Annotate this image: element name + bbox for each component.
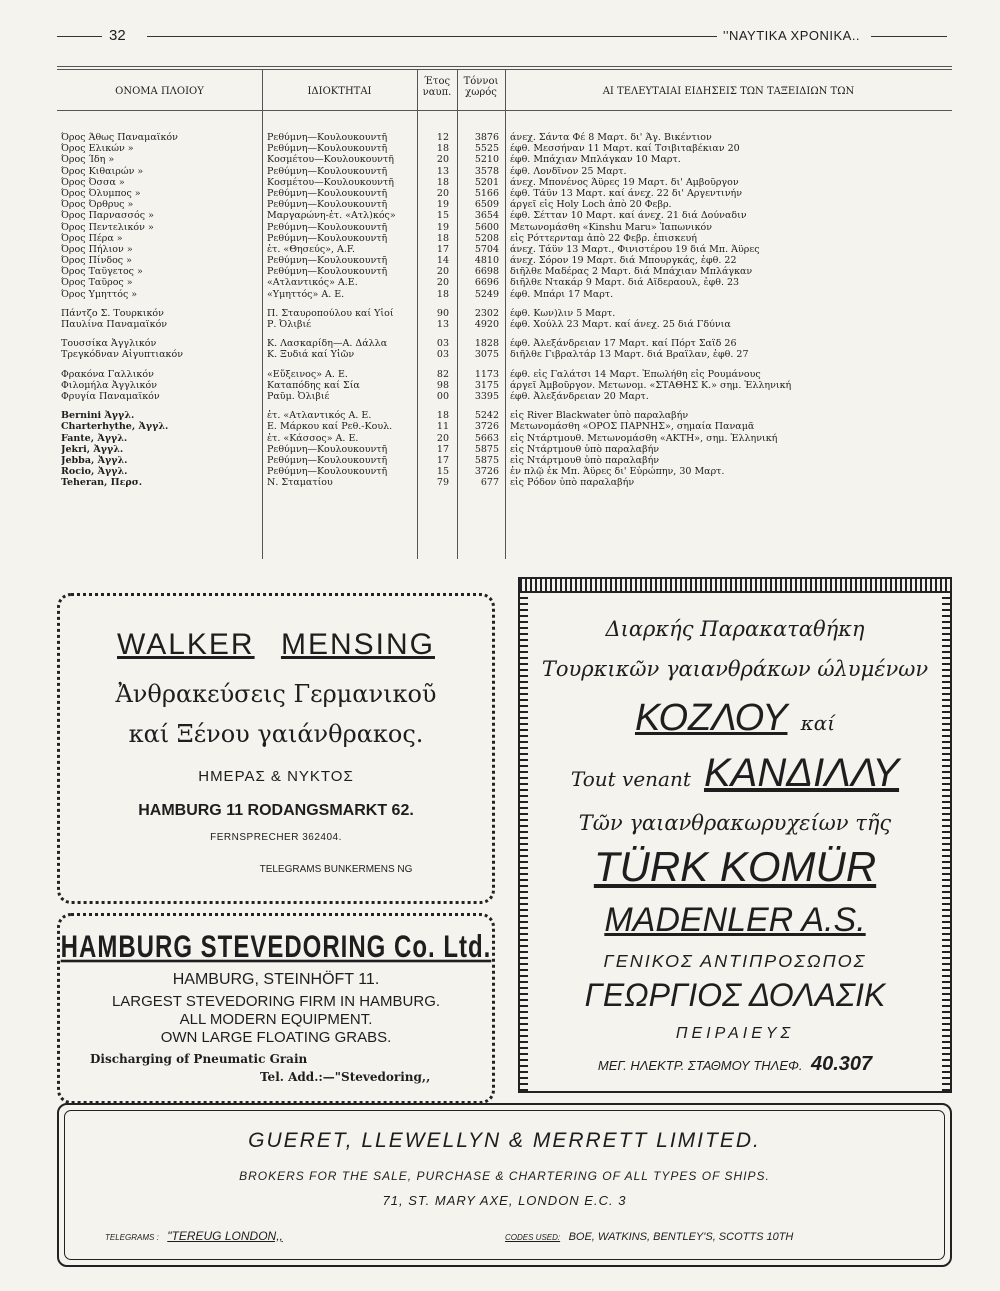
ship-news: εἰς River Blackwater ὑπὸ παραλαβήν (510, 410, 689, 422)
ship-news: άργεῖ εἰς Holy Loch ἀπὸ 20 Φεβρ. (510, 199, 672, 211)
kozlou-name-1: ΚΟΖΛΟΥ (634, 697, 788, 739)
ship-name: Φρακόνα Γαλλικόν (61, 368, 154, 380)
kozlou-company-2: MADENLER A.S. (604, 901, 866, 939)
kozlou-company-1: TÜRK KOMÜR (593, 843, 877, 890)
ship-name: Όρος Ταῦρος » (61, 277, 133, 289)
kozlou-tout: Tout venant (570, 767, 691, 791)
gueret-line-2: 71, ST. MARY AXE, LONDON E.C. 3 (382, 1193, 627, 1208)
walker-line-1: Ἀνθρακεύσεις Γερμανικοῦ (115, 680, 437, 708)
ship-tons: 6696 (474, 277, 499, 289)
ship-owner: Ρεθύμνη—Κουλουκουντῆ (267, 187, 388, 199)
row-gap (459, 330, 499, 338)
column-tons (459, 132, 499, 488)
ship-tons: 3075 (474, 349, 499, 361)
row-gap (419, 300, 449, 308)
header-rule (57, 36, 102, 37)
ship-year: 03 (436, 349, 449, 361)
ship-tons: 5166 (474, 187, 499, 199)
ship-name: Bernini Ἀγγλ. (61, 410, 135, 422)
stevedoring-line-1: LARGEST STEVEDORING FIRM IN HAMBURG. (111, 993, 441, 1010)
ship-tons: 3175 (474, 379, 499, 391)
ship-tons: 5210 (474, 154, 499, 166)
ship-tons: 5201 (474, 176, 499, 188)
ship-tons: 5249 (474, 288, 499, 300)
ship-owner: Ρεθύμνη—Κουλουκουντῆ (267, 221, 388, 233)
header-year-line1: Έτος (423, 76, 451, 87)
ship-tons: 677 (480, 477, 499, 489)
ship-news: έφθ. Ἀλεξάνδρειαν 20 Μαρτ. (510, 390, 649, 402)
ship-owner: Κ. Ξυδιά καί Υἱῶν (267, 349, 355, 361)
ship-owner: Κοσμέτου—Κουλουκουντῆ (267, 154, 394, 166)
walker-name-2: MENSING (280, 628, 435, 661)
ship-tons: 2302 (474, 307, 499, 319)
page-header (57, 24, 947, 48)
ship-news: έφθ. Μπάρι 17 Μαρτ. (510, 288, 614, 300)
ship-tons: 5525 (474, 143, 499, 155)
ship-tons: 3395 (474, 390, 499, 402)
ship-owner: Π. Σταυροπούλου καί Υἱοί (267, 307, 394, 319)
column-news (510, 132, 950, 488)
ship-name: Τρεγκόδναν Αἰγυπτιακόν (61, 349, 183, 361)
ship-owner: Κοσμέτου—Κουλουκουντῆ (267, 176, 394, 188)
ship-name: Rocio, Ἀγγλ. (61, 466, 128, 478)
ship-year: 14 (436, 255, 449, 267)
ship-owner: Ρεθύμνη—Κουλουκουντῆ (267, 232, 388, 244)
kozlou-kandilly-ad (518, 577, 952, 1093)
ship-news: άργεῖ Ἀμβοῦργον. Μετωνομ. «ΣΤΑΘΗΣ Κ.» σημ. Ἑλληνική (510, 379, 792, 391)
header-rule (871, 36, 947, 37)
ship-tons: 5704 (474, 243, 499, 255)
ship-tons: 4920 (474, 319, 499, 330)
row-gap (267, 300, 415, 308)
row-gap (459, 402, 499, 410)
row-gap (510, 330, 950, 338)
ship-tons: 5875 (474, 454, 499, 466)
ship-name: Φιλομήλα Ἀγγλικόν (61, 379, 157, 391)
row-gap (61, 361, 261, 369)
ship-tons: 3654 (474, 210, 499, 222)
ship-owner: Ρεθύμνη—Κουλουκουντῆ (267, 165, 388, 177)
ship-name: Όρος Ταΰγετος » (61, 266, 143, 278)
row-gap (267, 361, 415, 369)
ship-news: έφθ. Σέτταν 10 Μαρτ. καί άνεχ. 21 διά Δούναδιν (510, 210, 747, 222)
ship-year: 18 (436, 410, 449, 422)
walker-hours: ΗΜΕΡΑΣ & ΝΥΚΤΟΣ (198, 768, 354, 785)
ship-news: Μετωνομάσθη «ΟΡΟΣ ΠΑΡΝΗΣ», σημαία Παναμᾶ (510, 421, 755, 433)
header-tons-line1: Τόννοι (463, 76, 499, 87)
ship-name: Όρος Πίνδος » (61, 255, 132, 267)
kozlou-phone: 40.307 (810, 1053, 873, 1075)
ship-tons: 5875 (474, 443, 499, 455)
header-tons-line2: χωρός (465, 87, 497, 98)
gueret-telegrams-label: TELEGRAMS : (105, 1233, 159, 1242)
ship-name: Όρος Κιθαιρών » (61, 165, 144, 177)
ship-owner: Μαργαρώνη-ἐτ. «Ατλ)κός» (267, 210, 396, 222)
kozlou-station: ΜΕΓ. ΗΛΕΚΤΡ. ΣΤΑΘΜΟΥ ΤΗΛΕΦ. (597, 1058, 803, 1073)
column-divider (262, 69, 263, 559)
row-gap (61, 300, 261, 308)
ship-year: 13 (436, 319, 449, 330)
ship-year: 15 (436, 210, 449, 222)
row-gap (267, 402, 415, 410)
ship-news: έφθ. Κων)λιν 5 Μαρτ. (510, 307, 616, 319)
ship-news: ἐν πλῷ ἐκ Μπ. Άϋρες δι' Εὐρώπην, 30 Μαρτ. (510, 466, 725, 478)
ship-year: 15 (436, 466, 449, 478)
ship-year: 20 (436, 277, 449, 289)
ship-name: Jekri, Ἀγγλ. (61, 443, 124, 455)
ship-name: Charterhythe, Ἀγγλ. (61, 421, 169, 433)
walker-line-2: καί Ξένου γαιάνθρακος. (128, 720, 424, 748)
row-gap (61, 330, 261, 338)
ship-news: άνεχ. Σάντα Φέ 8 Μαρτ. δι' Άγ. Βικέντιον (510, 132, 712, 143)
row-gap (419, 402, 449, 410)
column-divider (417, 69, 418, 559)
ship-news: έφθ. Χούλλ 23 Μαρτ. καί άνεχ. 25 διά Γδύνια (510, 319, 731, 330)
ship-news: εἰς Ντάρτμουθ ὑπὸ παραλαβήν (510, 443, 660, 455)
ship-owner: Ν. Σταματίου (267, 477, 333, 489)
ship-news: άνεχ. Σόρον 19 Μαρτ. διά Μπουργκάς, ἐφθ. 22 (510, 255, 737, 267)
ship-year: 11 (436, 421, 449, 433)
kozlou-representative-name: ΓΕΩΡΓΙΟΣ ΔΟΛΑΣΙΚ (584, 977, 886, 1013)
ship-owner: «Υμηττός» Α. Ε. (267, 288, 345, 300)
row-gap (510, 300, 950, 308)
ship-tons: 1828 (474, 338, 499, 350)
ship-year: 12 (436, 132, 449, 143)
ship-news: έφθ. Ἀλεξάνδρειαν 17 Μαρτ. καί Πόρτ Σαΐδ 26 (510, 338, 737, 350)
ship-news: εἰς Ντάρτμουθ. Μετωνομάσθη «ΑΚΤΗ», σημ. Ἑλληνική (510, 432, 778, 444)
ship-owner: Ρεθύμνη—Κουλουκουντῆ (267, 199, 388, 211)
ship-news: άνεχ. Μπονένος Άϋρες 19 Μαρτ. δι' Αμβοῦργον (510, 176, 739, 188)
header-news: ΑΙ ΤΕΛΕΥΤΑΙΑΙ ΕΙΔΗΣΕΙΣ ΤΩΝ ΤΑΞΕΙΔΙΩΝ ΤΩΝ (602, 86, 855, 97)
ship-owner: Ρεθύμνη—Κουλουκουντῆ (267, 466, 388, 478)
ship-owner: Ρεθύμνη—Κουλουκουντῆ (267, 454, 388, 466)
column-owner (267, 132, 415, 488)
ship-tons: 5242 (474, 410, 499, 422)
ship-year: 20 (436, 266, 449, 278)
ship-year: 82 (436, 368, 449, 380)
magazine-title: ''ΝΑΥΤΙΚΑ ΧΡΟΝΙΚΑ.. (723, 28, 861, 43)
row-gap (459, 361, 499, 369)
ship-year: 18 (436, 288, 449, 300)
ship-tons: 3578 (474, 165, 499, 177)
ship-name: Όρος Ελικών » (61, 143, 134, 155)
column-year (419, 132, 449, 488)
ship-year: 98 (436, 379, 449, 391)
gueret-title: GUERET, LLEWELLYN & MERRETT LIMITED. (248, 1129, 761, 1152)
ship-name: Teheran, Περσ. (61, 477, 143, 489)
ship-name: Όρος Πέρα » (61, 232, 123, 244)
ship-year: 18 (436, 143, 449, 155)
ship-tons: 3876 (474, 132, 499, 143)
ship-news: διῆλθε Ντακάρ 9 Μαρτ. διά Αϊδεραουλ, ἐφθ. 23 (510, 277, 740, 289)
ship-year: 20 (436, 187, 449, 199)
stevedoring-line-2: ALL MODERN EQUIPMENT. (179, 1011, 373, 1028)
ship-year: 20 (436, 154, 449, 166)
header-name: ΟΝΟΜΑ ΠΛΟΙΟΥ (115, 86, 204, 97)
ship-name: Όρος Ίδη » (61, 154, 115, 166)
ship-tons: 6698 (474, 266, 499, 278)
ship-news: άνεχ. Τάϋν 13 Μαρτ., Φινιστέρου 19 διά Μπ. Άϋρες (510, 243, 760, 255)
ship-owner: ἐτ. «Ατλαντικός Α. Ε. (267, 410, 372, 422)
ship-tons: 1173 (474, 368, 499, 380)
stevedoring-line-5: Tel. Add.:—"Stevedoring,, (260, 1070, 431, 1084)
row-gap (419, 330, 449, 338)
ship-name: Jebba, Ἀγγλ. (61, 454, 128, 466)
ship-year: 79 (436, 477, 449, 489)
ship-news: έφθ. Λονδῖνον 25 Μαρτ. (510, 165, 627, 177)
header-tons (457, 76, 505, 98)
ship-name: Fante, Ἀγγλ. (61, 432, 128, 444)
row-gap (459, 300, 499, 308)
ship-news: έφθ. εἰς Γαλάτσι 14 Μαρτ. Ἐπωλήθη εἰς Ρουμάνους (510, 368, 761, 380)
ship-year: 20 (436, 432, 449, 444)
ship-name: Φρυγία Παναμαϊκόν (61, 390, 160, 402)
kozlou-city: ΠΕΙΡΑΙΕΥΣ (675, 1025, 795, 1042)
row-gap (510, 361, 950, 369)
row-gap (61, 402, 261, 410)
ship-year: 18 (436, 232, 449, 244)
ship-table (57, 66, 952, 581)
ship-owner: Ρ. Ὀλιβιέ (267, 319, 312, 330)
ship-name: Τουσσίκα Ἀγγλικόν (61, 338, 157, 350)
ship-owner: Ε. Μάρκου καί Ρεθ.-Κουλ. (267, 421, 393, 433)
ship-news: εἰς Ρόττερνταμ ἀπὸ 22 Φεβρ. ἐπισκευή (510, 232, 697, 244)
ship-year: 17 (436, 443, 449, 455)
kozlou-kai: καί (800, 711, 836, 735)
ship-tons: 4810 (474, 255, 499, 267)
stevedoring-line-4: Discharging of Pneumatic Grain (90, 1052, 308, 1066)
ship-tons: 5208 (474, 232, 499, 244)
ship-name: Όρος Υμηττός » (61, 288, 138, 300)
ship-owner: ἐτ. «Θησεύς», Α.F. (267, 243, 356, 255)
column-divider (457, 69, 458, 559)
ship-name: Παυλίνα Παναμαϊκόν (61, 319, 168, 330)
header-rule (147, 36, 717, 37)
header-year (417, 76, 457, 98)
ship-year: 17 (436, 243, 449, 255)
ship-news: εἰς Ρόδον ὑπὸ παραλαβήν (510, 477, 635, 489)
ship-owner: Κ. Λασκαρίδη—Α. Δάλλα (267, 338, 388, 350)
column-divider (505, 69, 506, 559)
ship-year: 03 (436, 338, 449, 350)
ship-name: Όρος Πήλιον » (61, 243, 133, 255)
ship-owner: Ρεθύμνη—Κουλουκουντῆ (267, 255, 388, 267)
ship-owner: Καταπόδης καί Σία (267, 379, 360, 391)
ship-year: 13 (436, 165, 449, 177)
ship-owner: ἐτ. «Κάσσος» Α. Ε. (267, 432, 359, 444)
kozlou-line-1: Διαρκής Παρακαταθήκη (605, 617, 865, 641)
ship-news: διῆλθε Γιβραλτάρ 13 Μαρτ. διά Βραΐλαν, ἐφθ. 27 (510, 349, 749, 361)
walker-mensing-ad (57, 593, 495, 904)
kozlou-representative: ΓΕΝΙΚΟΣ ΑΝΤΙΠΡΟΣΩΠΟΣ (603, 951, 867, 971)
ship-owner: «Ατλαντικός» Α.Ε. (267, 277, 358, 289)
row-gap (419, 361, 449, 369)
walker-phone: FERNSPRECHER 362404. (210, 832, 342, 843)
ship-news: Μετωνομάσθη «Kinshu Maru» Ἰαπωνικόν (510, 221, 713, 233)
gueret-line-1: BROKERS FOR THE SALE, PURCHASE & CHARTERING OF ALL TYPES OF SHIPS. (239, 1169, 770, 1183)
ship-name: Όρος Άθως Παναμαϊκόν (61, 132, 178, 143)
ship-year: 17 (436, 454, 449, 466)
ship-news: διῆλθε Μαδέρας 2 Μαρτ. διά Μπάχιαν Μπλάγκαν (510, 266, 753, 278)
hamburg-stevedoring-ad (57, 913, 495, 1104)
ship-owner: Ρεθύμνη—Κουλουκουντῆ (267, 132, 388, 143)
ship-owner: Ρεθύμνη—Κουλουκουντῆ (267, 143, 388, 155)
ship-name: Όρος Παρνασσός » (61, 210, 154, 222)
ship-name: Όρος Όλυμπος » (61, 187, 141, 199)
walker-telegram: TELEGRAMS BUNKERMENS NG (259, 864, 413, 875)
stevedoring-line-3: OWN LARGE FLOATING GRABS. (160, 1029, 392, 1046)
column-name (61, 132, 261, 488)
gueret-telegrams-value: "TEREUG LONDON,, (167, 1229, 283, 1243)
gueret-llewellyn-merrett-ad (57, 1103, 952, 1267)
row-gap (267, 330, 415, 338)
ship-owner: Ραῦμ. Ὀλιβιέ (267, 390, 330, 402)
ship-name: Όρος Όσσα » (61, 176, 125, 188)
walker-name-1: WALKER (117, 628, 255, 661)
kozlou-name-2: ΚΑΝΔΙΛΛΥ (703, 751, 900, 795)
stevedoring-address: HAMBURG, STEINHÖFT 11. (172, 971, 380, 988)
ship-tons: 6509 (474, 199, 499, 211)
ship-news: έφθ. Μπάχιαν Μπλάγκαν 10 Μαρτ. (510, 154, 681, 166)
ship-year: 19 (436, 199, 449, 211)
header-owners: ΙΔΙΟΚΤΗΤΑΙ (307, 86, 372, 97)
ship-tons: 5600 (474, 221, 499, 233)
gueret-codes-label: CODES USED: (505, 1233, 561, 1242)
ship-news: εἰς Ντάρτμουθ ὑπὸ παραλαβήν (510, 454, 660, 466)
ship-year: 90 (436, 307, 449, 319)
ship-tons: 3726 (474, 421, 499, 433)
gueret-codes-value: BOE, WATKINS, BENTLEY'S, SCOTTS 10TH (568, 1231, 794, 1243)
ship-year: 18 (436, 176, 449, 188)
ship-name: Όρος Πεντελικόν » (61, 221, 154, 233)
header-year-line2: ναυπ. (422, 87, 452, 98)
ship-owner: Ρεθύμνη—Κουλουκουντῆ (267, 266, 388, 278)
table-rule (57, 66, 952, 67)
ship-tons: 5663 (474, 432, 499, 444)
ship-news: έφθ. Τάϋν 13 Μαρτ. καί άνεχ. 22 δι' Αργεντινήν (510, 187, 743, 199)
stevedoring-name: HAMBURG STEVEDORING Co. Ltd. (60, 929, 492, 965)
ship-year: 00 (436, 390, 449, 402)
walker-address: HAMBURG 11 RODANGSMARKT 62. (138, 802, 414, 819)
page (42, 10, 942, 1276)
ship-name: Όρος Όρθρυς » (61, 199, 134, 211)
ship-name: Πάντζο Σ. Τουρκικόν (61, 307, 164, 319)
ship-news: έφθ. Μεσσήναν 11 Μαρτ. καί Τσιβιταβέκιαν 20 (510, 143, 740, 155)
ship-owner: Ρεθύμνη—Κουλουκουντῆ (267, 443, 388, 455)
ship-year: 19 (436, 221, 449, 233)
ornamental-border (520, 579, 950, 593)
kozlou-line-3: Τῶν γαιανθρακωρυχείων τῆς (578, 811, 892, 835)
kozlou-line-2: Τουρκικῶν γαιανθράκων ώλυμένων (541, 657, 929, 681)
ship-owner: «Εὔξεινος» Α. Ε. (267, 368, 348, 380)
row-gap (510, 402, 950, 410)
ship-tons: 3726 (474, 466, 499, 478)
page-number: 32 (109, 27, 126, 44)
